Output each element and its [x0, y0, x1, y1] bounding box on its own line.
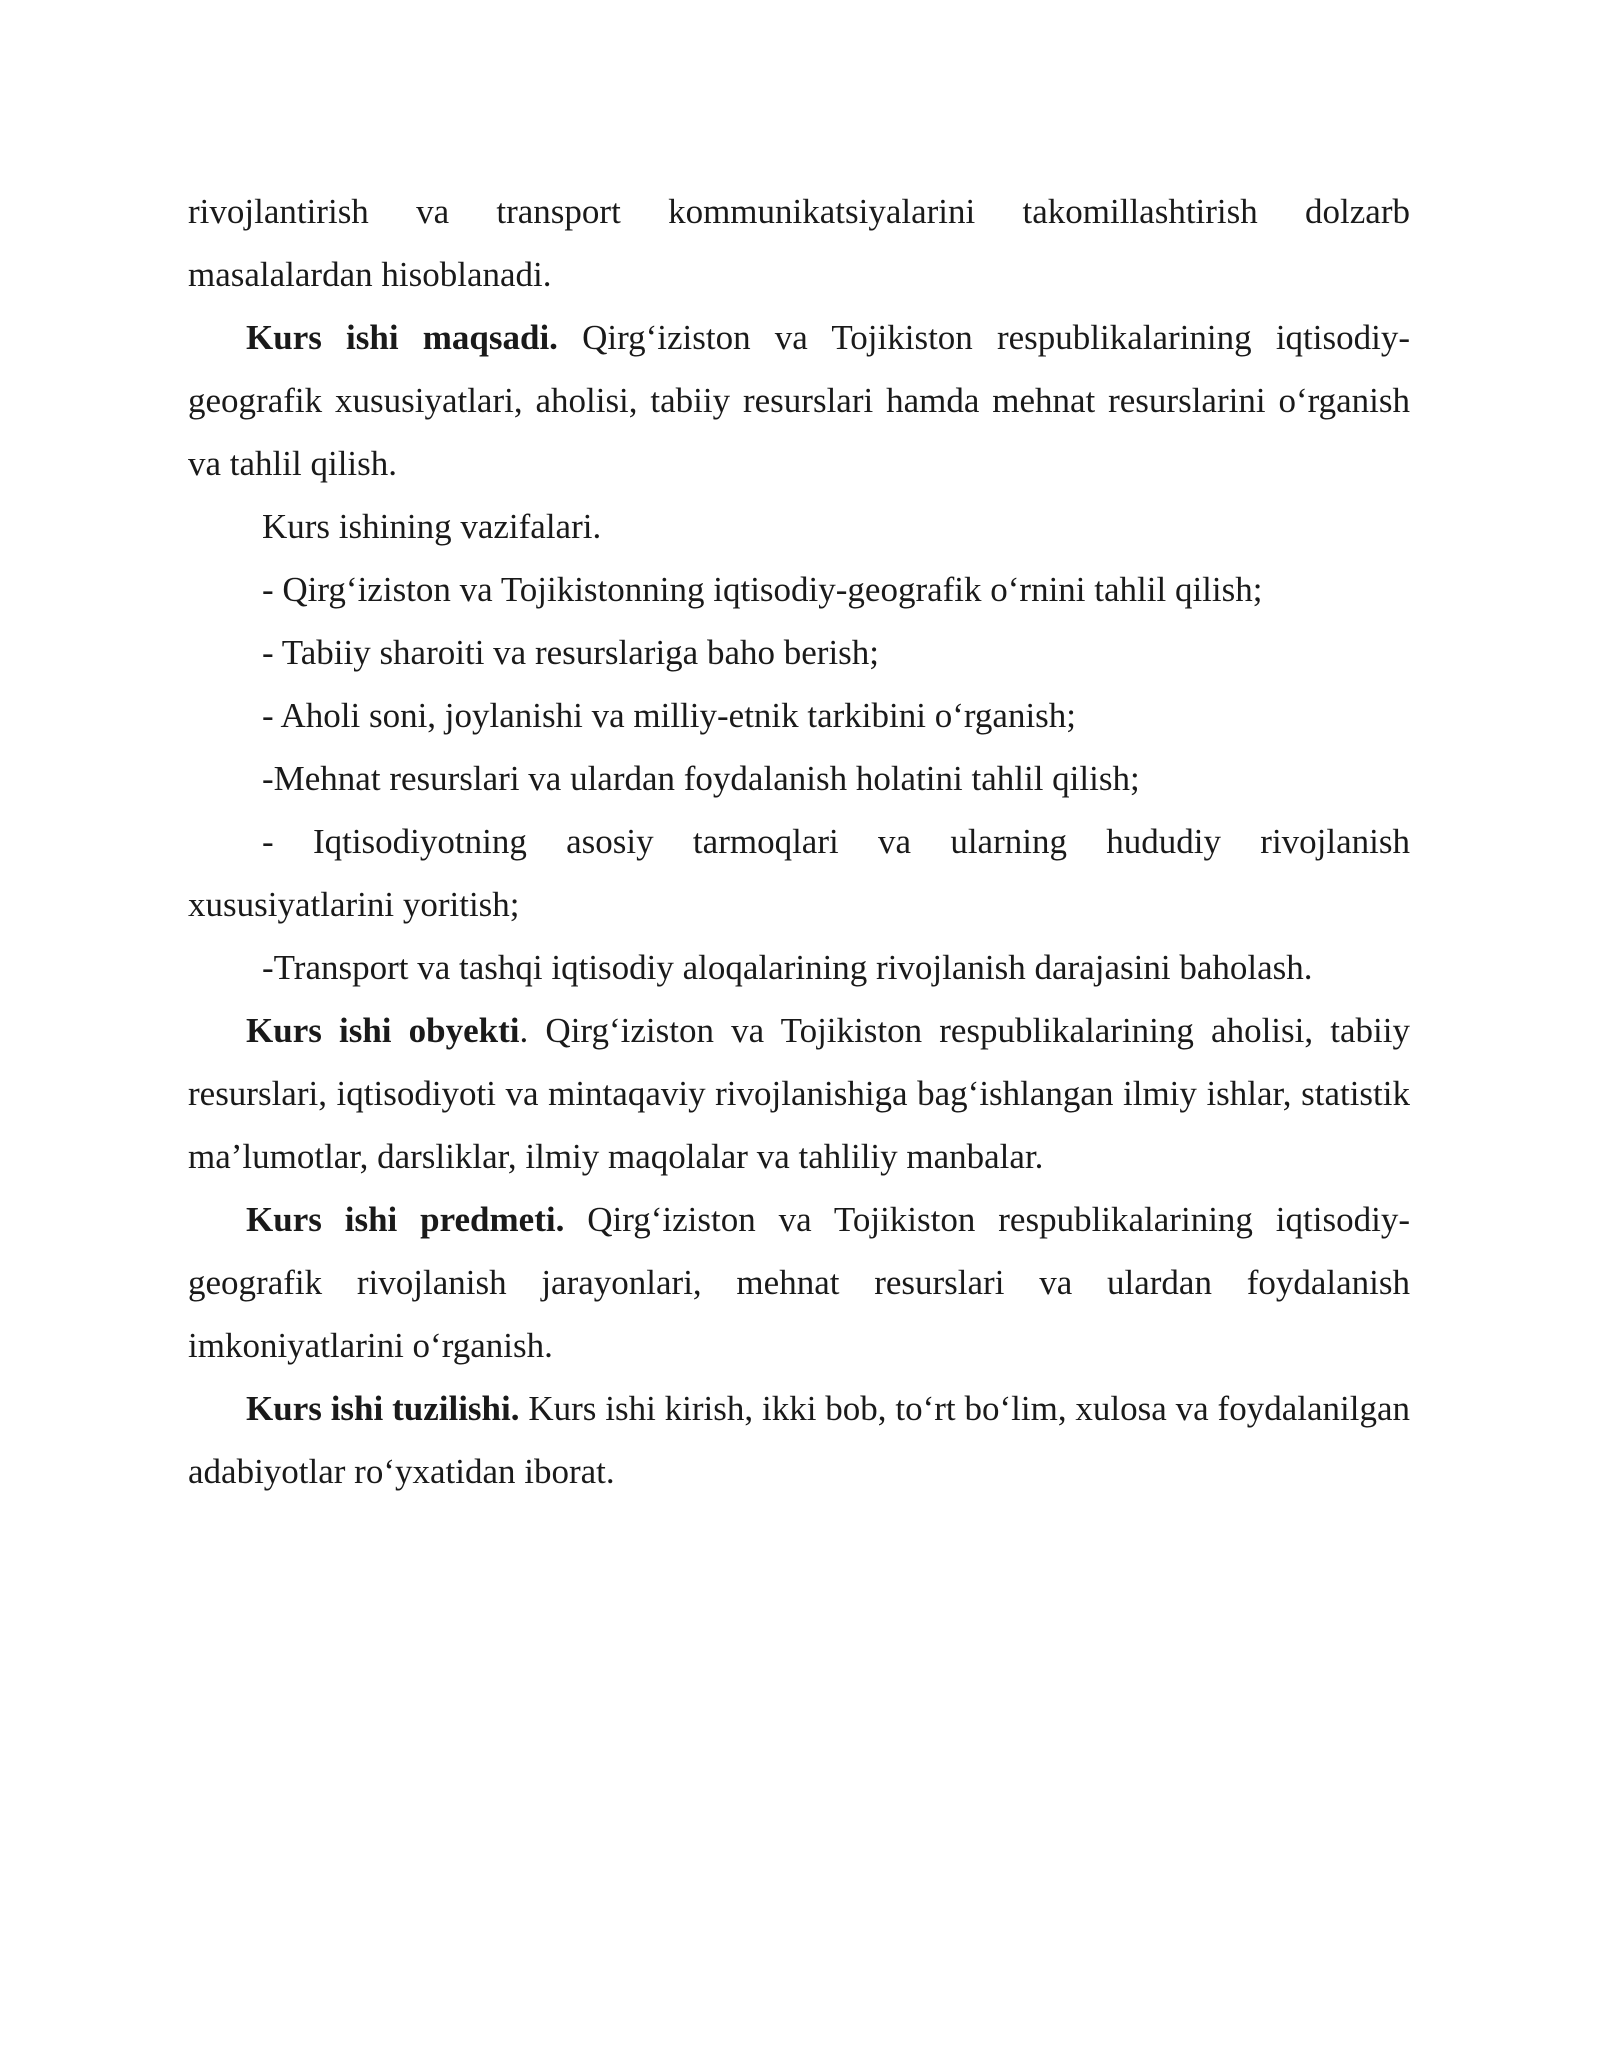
- paragraph-maqsad: [188, 306, 1410, 495]
- document-body: [188, 180, 1410, 1503]
- maqsad-text: Qirg‘iziston va Tojikiston respublikalarining iqtisodiy-geografik xususiyatlari, aholisi, tabiiy resurslari hamda mehnat resurslarini o‘rganish va tahlil qilish.: [188, 318, 1410, 483]
- tuzilish-label: Kurs ishi tuzilishi.: [246, 1389, 520, 1428]
- tuzilish-text: Kurs ishi kirish, ikki bob, to‘rt bo‘lim, xulosa va foydalanilgan adabiyotlar ro‘yxatidan iborat.: [188, 1389, 1410, 1491]
- predmet-label: Kurs ishi predmeti.: [246, 1200, 565, 1239]
- paragraph-intro-continuation: rivojlantirish va transport kommunikatsiyalarini takomillashtirish dolzarb masalalardan hisoblanadi.: [188, 192, 1410, 294]
- paragraph-tuzilish: [188, 1377, 1410, 1503]
- paragraph-predmet: [188, 1188, 1410, 1377]
- obyekt-label: Kurs ishi obyekti: [246, 1011, 520, 1050]
- predmet-text: Qirg‘iziston va Tojikiston respublikalarining iqtisodiy-geografik rivojlanish jarayonlari, mehnat resurslari va ulardan foydalanish imkoniyatlarini o‘rganish.: [188, 1200, 1410, 1365]
- vazifa-item: - Iqtisodiyotning asosiy tarmoqlari va ularning hududiy rivojlanish xususiyatlarini yoritish;: [188, 822, 1410, 924]
- vazifa-item: - Qirg‘iziston va Tojikistonning iqtisodiy-geografik o‘rnini tahlil qilish;: [262, 570, 1263, 609]
- vazifa-item: - Tabiiy sharoiti va resurslariga baho berish;: [262, 633, 880, 672]
- vazifa-item: -Mehnat resurslari va ulardan foydalanish holatini tahlil qilish;: [262, 759, 1140, 798]
- paragraph-obyekt: [188, 999, 1410, 1188]
- vazifa-item: -Transport va tashqi iqtisodiy aloqalarining rivojlanish darajasini baholash.: [262, 948, 1313, 987]
- obyekt-text: . Qirg‘iziston va Tojikiston respublikalarining aholisi, tabiiy resurslari, iqtisodiyoti va mintaqaviy rivojlanishiga bag‘ishlangan ilmiy ishlar, statistik ma’lumotlar, darsliklar, ilmiy maqolalar va tahliliy manbalar.: [188, 1011, 1410, 1176]
- maqsad-label: Kurs ishi maqsadi.: [246, 318, 558, 357]
- vazifalar-title: Kurs ishining vazifalari.: [262, 507, 602, 546]
- vazifa-item: - Aholi soni, joylanishi va milliy-etnik tarkibini o‘rganish;: [262, 696, 1077, 735]
